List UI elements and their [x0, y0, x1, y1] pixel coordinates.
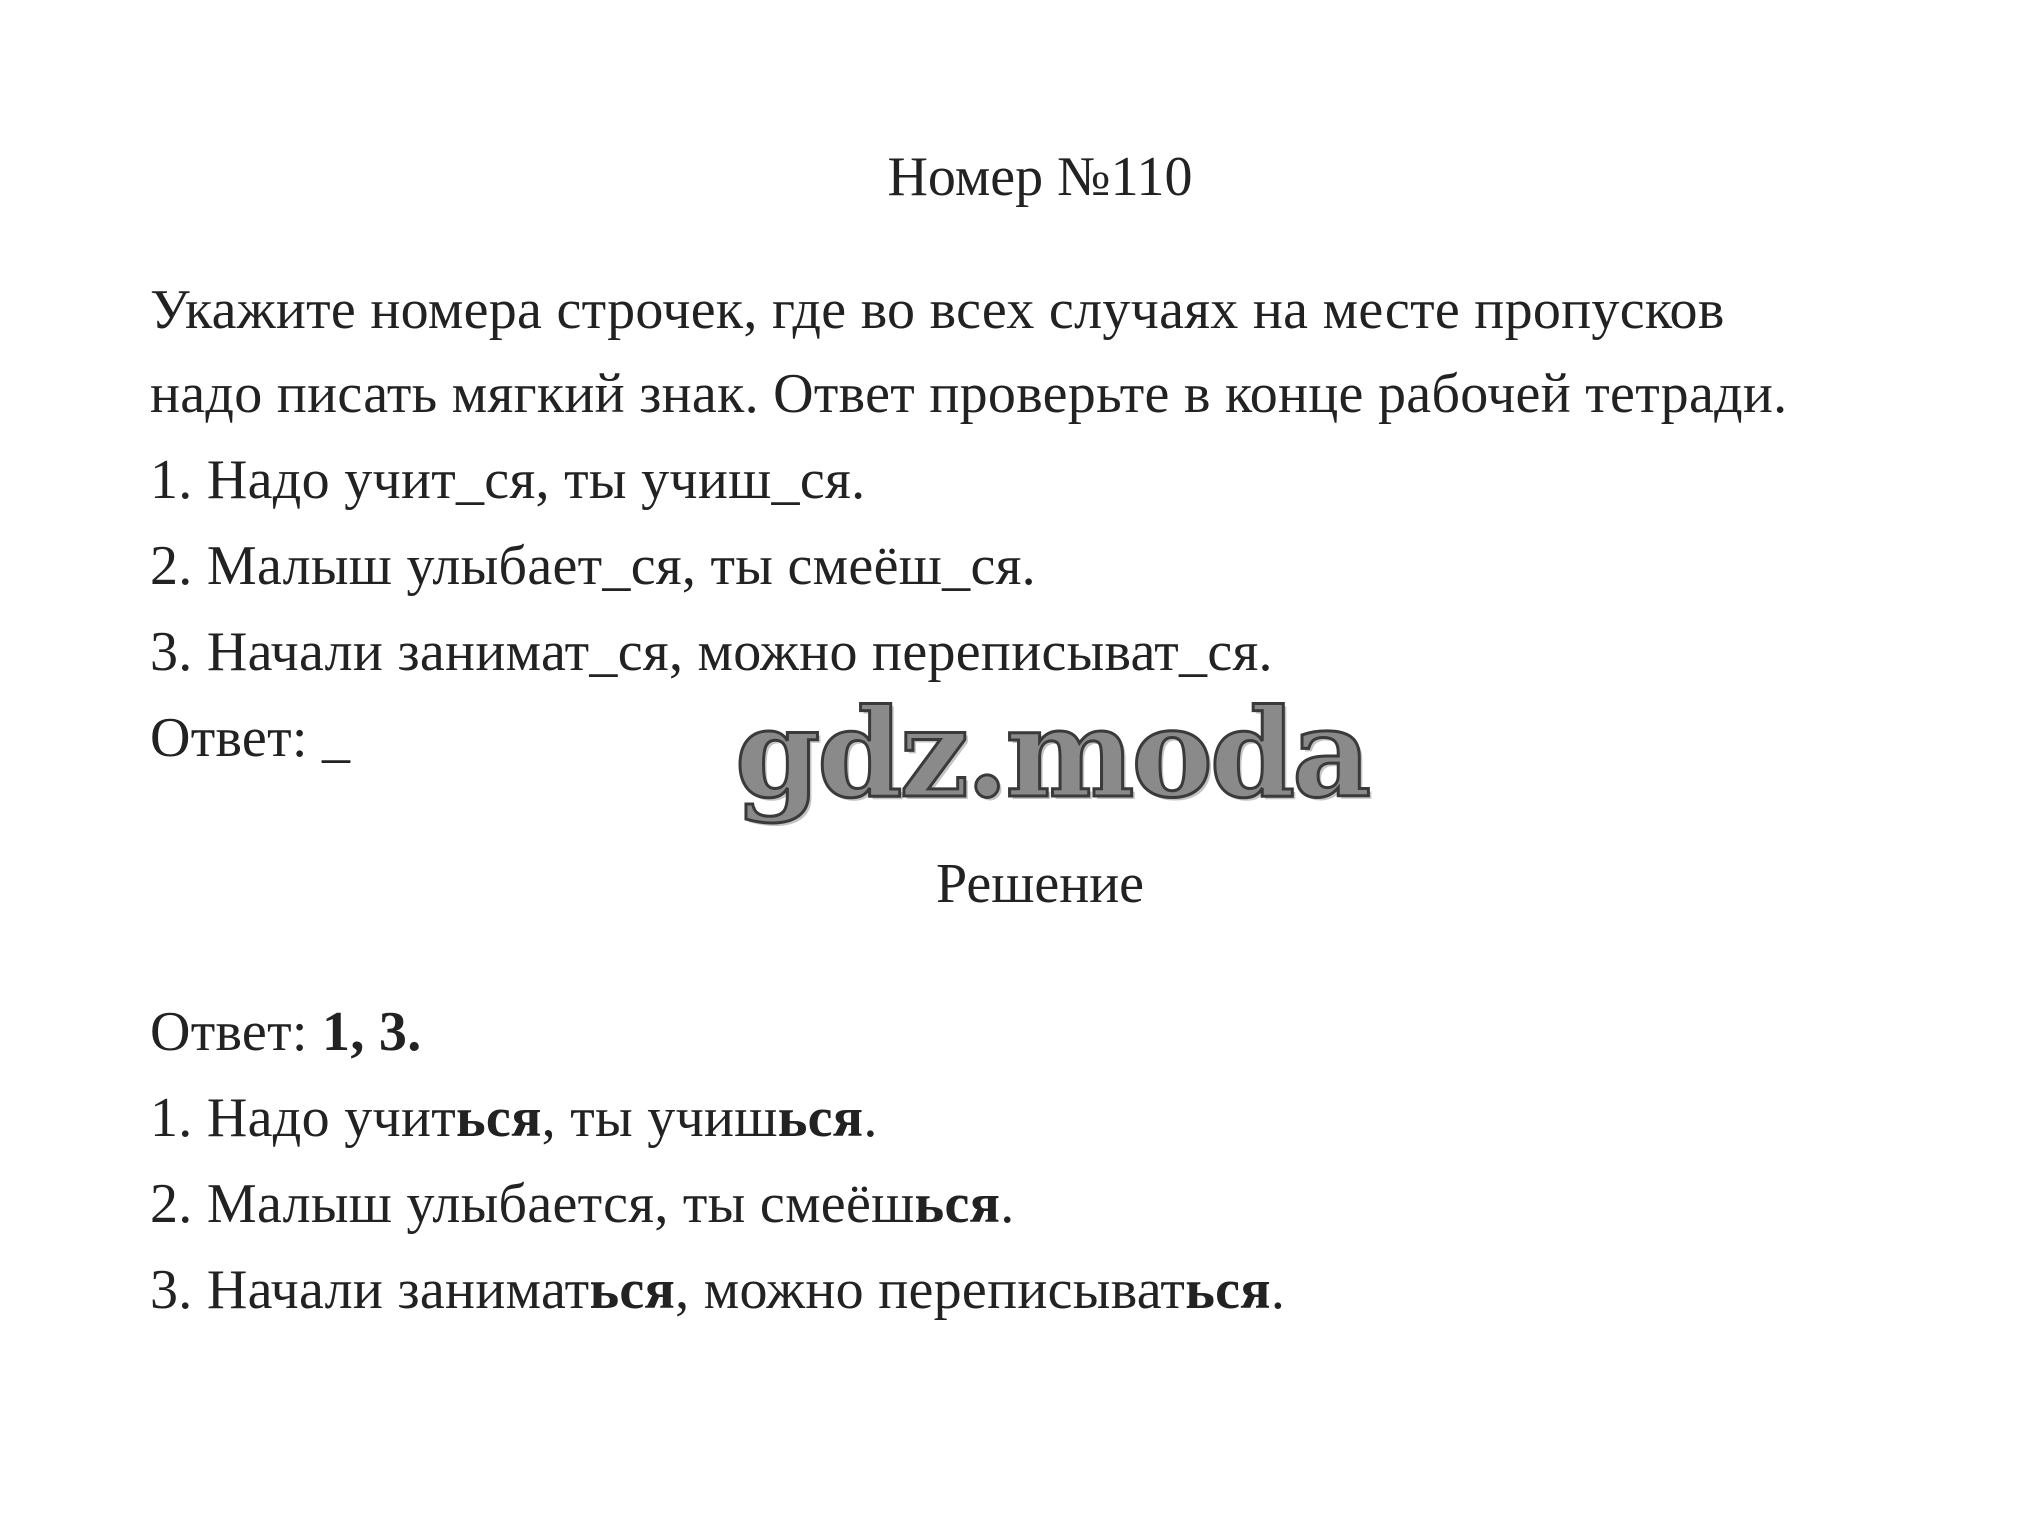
solution-answer-label: Ответ: [150, 1001, 323, 1063]
solution-text-segment: . [863, 1087, 878, 1149]
task-item-1: 1. Надо учит_ся, ты учиш_ся. [150, 449, 866, 511]
bold-ending: ься [589, 1259, 676, 1321]
solution-heading: Решение [935, 853, 1145, 915]
bold-ending: ься [914, 1173, 1001, 1235]
solution-text-segment: , можно переписыват [675, 1259, 1186, 1321]
bold-ending: ься [777, 1087, 864, 1149]
watermark-logo: gdz.moda [735, 681, 1369, 825]
task-item-2: 2. Малыш улыбает_ся, ты смеёш_ся. [150, 535, 1036, 597]
solution-answer-value: 1, 3. [322, 1001, 422, 1063]
solution-text-segment: 1. Надо учит [150, 1087, 456, 1149]
bold-ending: ься [456, 1087, 542, 1149]
solution-text-segment: . [1270, 1259, 1286, 1321]
solution-line-1 [150, 1086, 878, 1150]
solution-line-3 [150, 1258, 1285, 1322]
bold-ending: ься [1185, 1259, 1271, 1321]
task-text-line-1: Укажите номера строчек, где во всех случаях на месте пропусков [150, 279, 1725, 341]
solution-text-segment: , ты учиш [541, 1087, 778, 1149]
task-item-3: 3. Начали занимат_ся, можно переписыват_ся. [150, 621, 1273, 683]
task-text-line-2: надо писать мягкий знак. Ответ проверьте в конце рабочей тетради. [150, 363, 1788, 425]
solution-answer [150, 1000, 422, 1064]
solution-text-segment: 3. Начали занимат [150, 1259, 590, 1321]
solution-text-segment: 2. Малыш улыбается, ты смеёш [150, 1173, 915, 1235]
answer-blank: Ответ: _ [150, 707, 351, 769]
solution-text-segment: . [1000, 1173, 1015, 1235]
solution-line-2 [150, 1172, 1015, 1236]
exercise-title: Номер №110 [887, 146, 1193, 208]
